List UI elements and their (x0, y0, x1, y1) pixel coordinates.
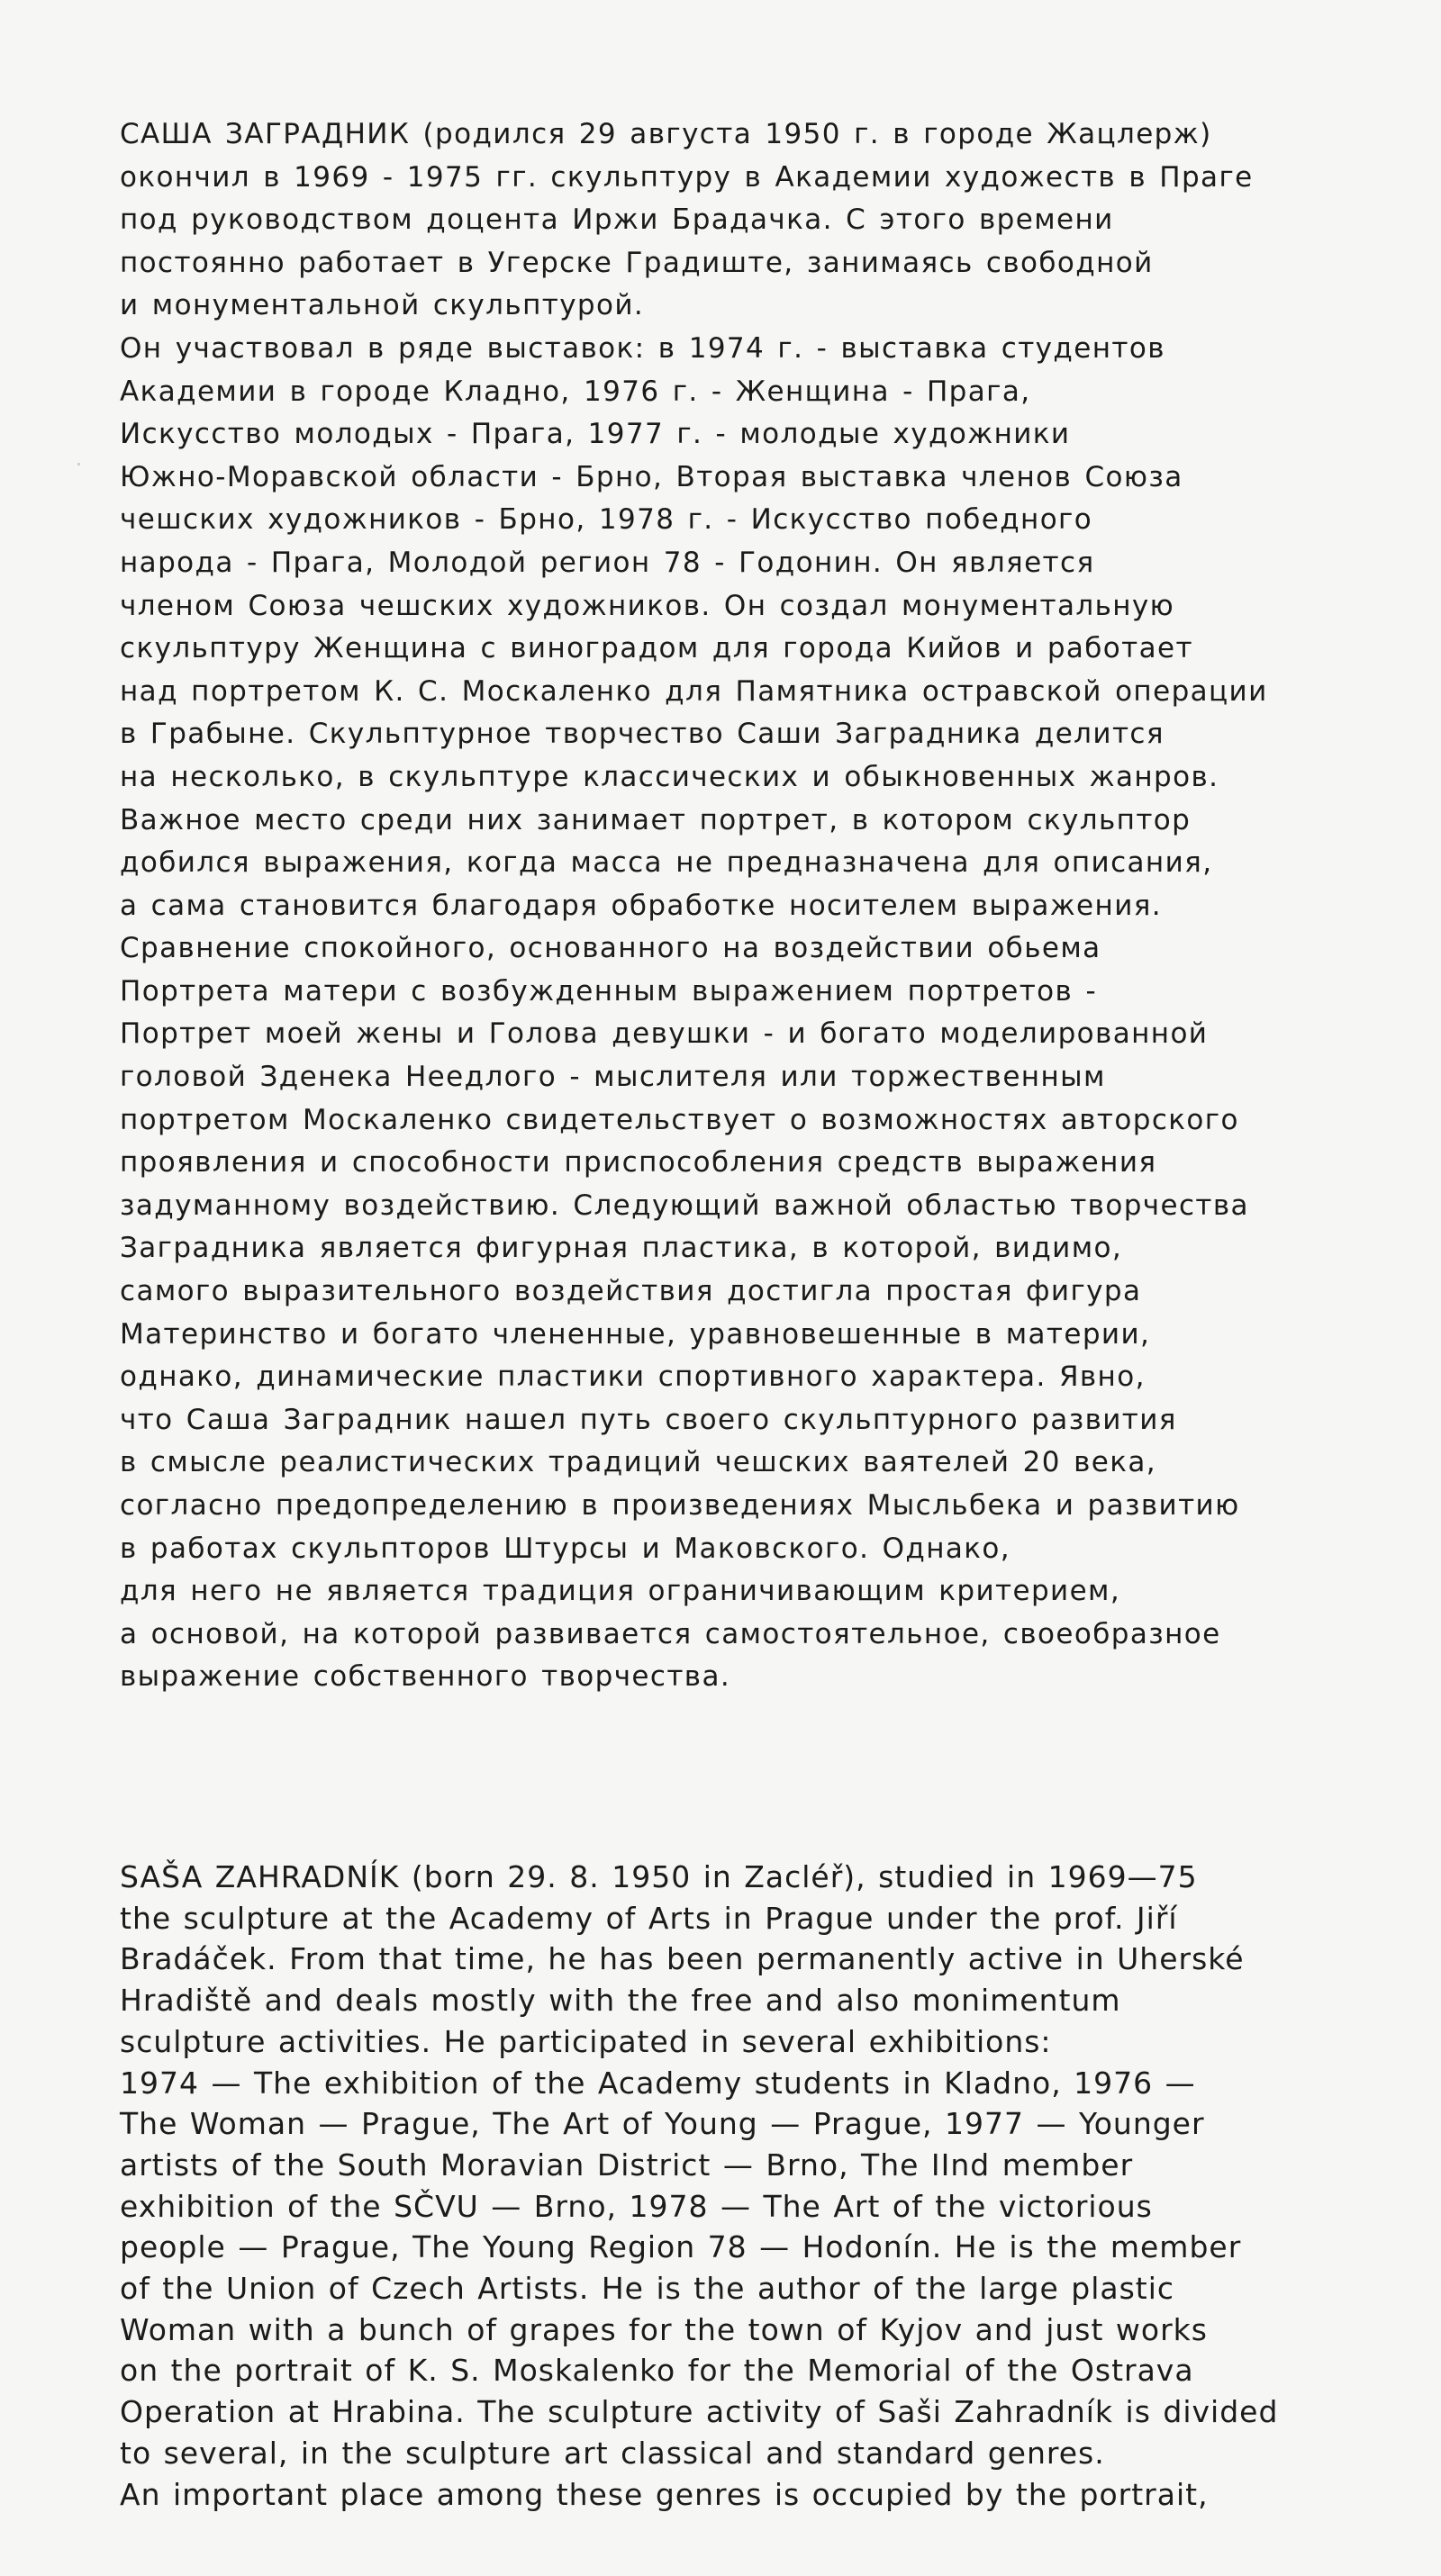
english-line: artists of the South Moravian District — Brno, The IInd member (120, 2147, 1134, 2183)
russian-line: согласно предопределению в произведениях Мысльбека и развитию (120, 1489, 1240, 1522)
english-text-block (120, 1857, 1399, 2515)
russian-line: в работах скульпторов Штурсы и Маковского. Однако, (120, 1532, 1011, 1565)
russian-line: для него не является традиция ограничивающим критерием, (120, 1575, 1121, 1608)
russian-line: проявления и способности приспособления средств выражения (120, 1146, 1157, 1180)
russian-line: на несколько, в скульптуре классических и обыкновенных жанров. (120, 760, 1219, 793)
english-line: the sculpture at the Academy of Arts in Prague under the prof. Jiří (120, 1900, 1178, 1936)
english-line: An important place among these genres is occupied by the portrait, (120, 2476, 1209, 2512)
english-line: on the portrait of K. S. Moskalenko for the Memorial of the Ostrava (120, 2353, 1194, 2389)
russian-line: Южно-Моравской области - Брно, Вторая выставка членов Союза (120, 460, 1183, 493)
russian-line: Материнство и богато члененные, уравновешенные в материи, (120, 1317, 1151, 1351)
english-line: 1974 — The exhibition of the Academy students in Kladno, 1976 — (120, 2065, 1196, 2101)
russian-line: САША ЗАГРАДНИК (родился 29 августа 1950 г. в городе Жацлерж) (120, 118, 1212, 150)
english-line: of the Union of Czech Artists. He is the author of the large plastic (120, 2271, 1175, 2307)
russian-line: выражение собственного творчества. (120, 1660, 731, 1694)
russian-line: Портрет моей жены и Голова девушки - и богато моделированной (120, 1017, 1209, 1051)
english-line: exhibition of the SČVU — Brno, 1978 — The Art of the victorious (120, 2188, 1153, 2224)
russian-line: Он участвовал в ряде выставок: в 1974 г. - выставка студентов (120, 331, 1165, 365)
russian-line: постоянно работает в Угерске Градиште, занимаясь свободной (120, 246, 1154, 279)
russian-line: в смысле реалистических традиций чешских ваятелей 20 века, (120, 1446, 1157, 1479)
english-line: Woman with a bunch of grapes for the town of Kyjov and just works (120, 2311, 1208, 2347)
russian-line: членом Союза чешских художников. Он создал монументальную (120, 589, 1175, 622)
english-line: SAŠA ZAHRADNÍK (born 29. 8. 1950 in Zacléř), studied in 1969—75 (120, 1859, 1198, 1894)
russian-line: Заградника является фигурная пластика, в которой, видимо, (120, 1232, 1123, 1265)
russian-line: Академии в городе Кладно, 1976 г. - Женщина - Прага, (120, 375, 1031, 408)
paper-speck (77, 463, 80, 465)
russian-line: а основой, на которой развивается самостоятельное, своеобразное (120, 1617, 1221, 1650)
russian-line: однако, динамические пластики спортивного характера. Явно, (120, 1360, 1146, 1394)
russian-line: Важное место среди них занимает портрет, в котором скульптор (120, 803, 1192, 836)
russian-line: окончил в 1969 - 1975 гг. скульптуру в Академии художеств в Праге (120, 160, 1254, 194)
russian-line: задуманному воздействию. Следующий важной областью творчества (120, 1189, 1249, 1222)
russian-line: над портретом К. С. Москаленко для Памятника остравской операции (120, 674, 1268, 708)
russian-line: что Саша Заградник нашел путь своего скульптурного развития (120, 1403, 1177, 1436)
russian-line: народа - Прага, Молодой регион 78 - Годонин. Он является (120, 546, 1095, 579)
russian-line: Сравнение спокойного, основанного на воздействии обьема (120, 932, 1101, 965)
russian-line: а сама становится благодаря обработке носителем выражения. (120, 889, 1163, 922)
russian-text-block (120, 113, 1381, 1699)
english-line: sculpture activities. He participated in several exhibitions: (120, 2023, 1052, 2059)
russian-line: и монументальной скульптурой. (120, 289, 645, 322)
russian-line: портретом Москаленко свидетельствует о возможностях авторского (120, 1103, 1239, 1136)
russian-line: Искусство молодых - Прага, 1977 г. - молодые художники (120, 418, 1071, 451)
russian-line: чешских художников - Брно, 1978 г. - Искусство победного (120, 503, 1093, 537)
russian-line: головой Зденека Неедлого - мыслителя или торжественным (120, 1061, 1106, 1094)
russian-line: самого выразительного воздействия достигла простая фигура (120, 1275, 1142, 1308)
russian-line: Портрета матери с возбужденным выражением портретов - (120, 974, 1098, 1008)
english-line: to several, in the sculpture art classical and standard genres. (120, 2435, 1105, 2471)
russian-line: скульптуру Женщина с виноградом для города Кийов и работает (120, 632, 1193, 665)
english-line: The Woman — Prague, The Art of Young — Prague, 1977 — Younger (120, 2106, 1205, 2142)
russian-line: в Грабыне. Скульптурное творчество Саши Заградника делится (120, 718, 1165, 751)
russian-line: добился выражения, когда масса не предназначена для описания, (120, 846, 1213, 880)
english-line: Hradiště and deals mostly with the free and also monimentum (120, 1983, 1121, 2019)
english-line: Bradáček. From that time, he has been permanently active in Uherské (120, 1941, 1245, 1977)
english-line: Operation at Hrabina. The sculpture activity of Saši Zahradník is divided (120, 2394, 1279, 2430)
russian-line: под руководством доцента Иржи Брадачка. С этого времени (120, 203, 1114, 237)
english-line: people — Prague, The Young Region 78 — Hodonín. He is the member (120, 2229, 1242, 2265)
